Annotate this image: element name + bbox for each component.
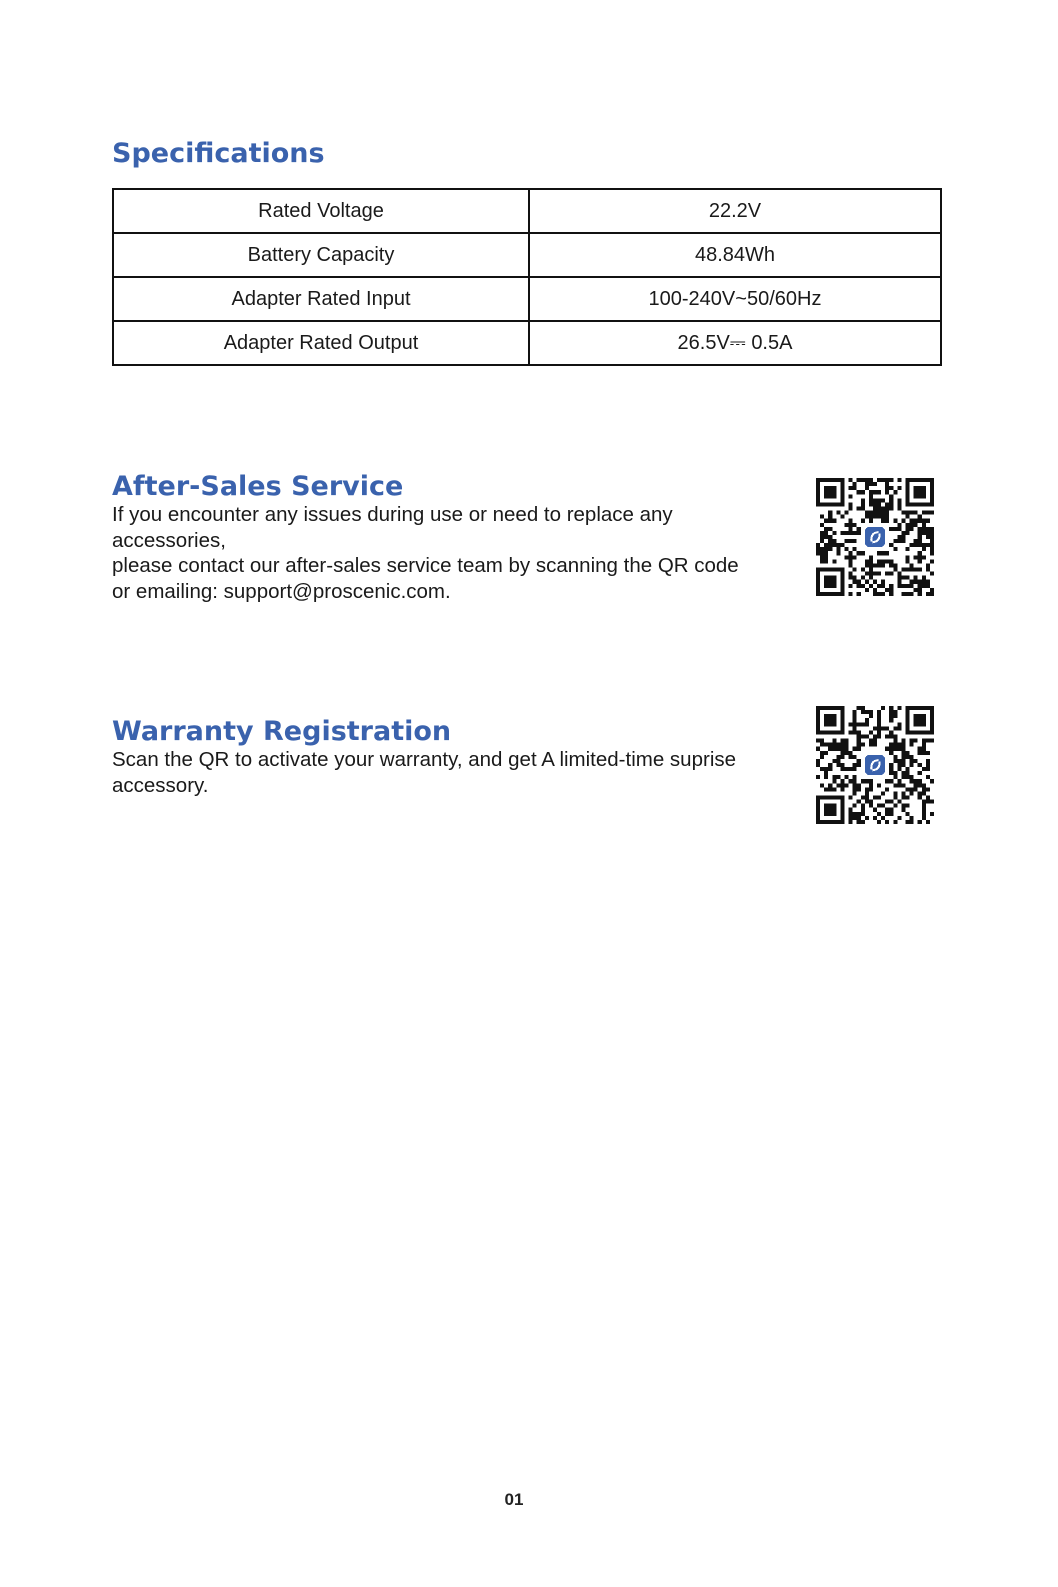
- spec-label: Battery Capacity: [113, 233, 529, 277]
- spec-label: Adapter Rated Output: [113, 321, 529, 365]
- qr-code-icon[interactable]: [816, 478, 934, 596]
- after-sales-heading: After-Sales Service: [112, 471, 404, 502]
- spec-value: 48.84Wh: [529, 233, 941, 277]
- specifications-heading: Specifications: [112, 138, 325, 169]
- page-number: 01: [504, 1490, 524, 1509]
- spec-label: Rated Voltage: [113, 189, 529, 233]
- after-sales-text: [112, 502, 752, 604]
- after-sales-line: please contact our after-sales service team by scanning the QR code or emailing: support@proscenic.com.: [112, 554, 739, 603]
- spec-value: 26.5V⎓ 0.5A: [529, 321, 941, 365]
- specifications-table: [112, 188, 942, 366]
- table-row: [113, 321, 941, 365]
- spec-value: 22.2V: [529, 189, 941, 233]
- table-row: [113, 277, 941, 321]
- spec-label: Adapter Rated Input: [113, 277, 529, 321]
- table-row: [113, 233, 941, 277]
- spec-value: 100-240V~50/60Hz: [529, 277, 941, 321]
- qr-code-icon[interactable]: [816, 706, 934, 824]
- warranty-text: [112, 747, 752, 798]
- after-sales-line: If you encounter any issues during use or need to replace any accessories,: [112, 503, 673, 552]
- table-row: [113, 189, 941, 233]
- warranty-heading: Warranty Registration: [112, 716, 452, 747]
- warranty-line: Scan the QR to activate your warranty, and get A limited-time suprise accessory.: [112, 748, 737, 797]
